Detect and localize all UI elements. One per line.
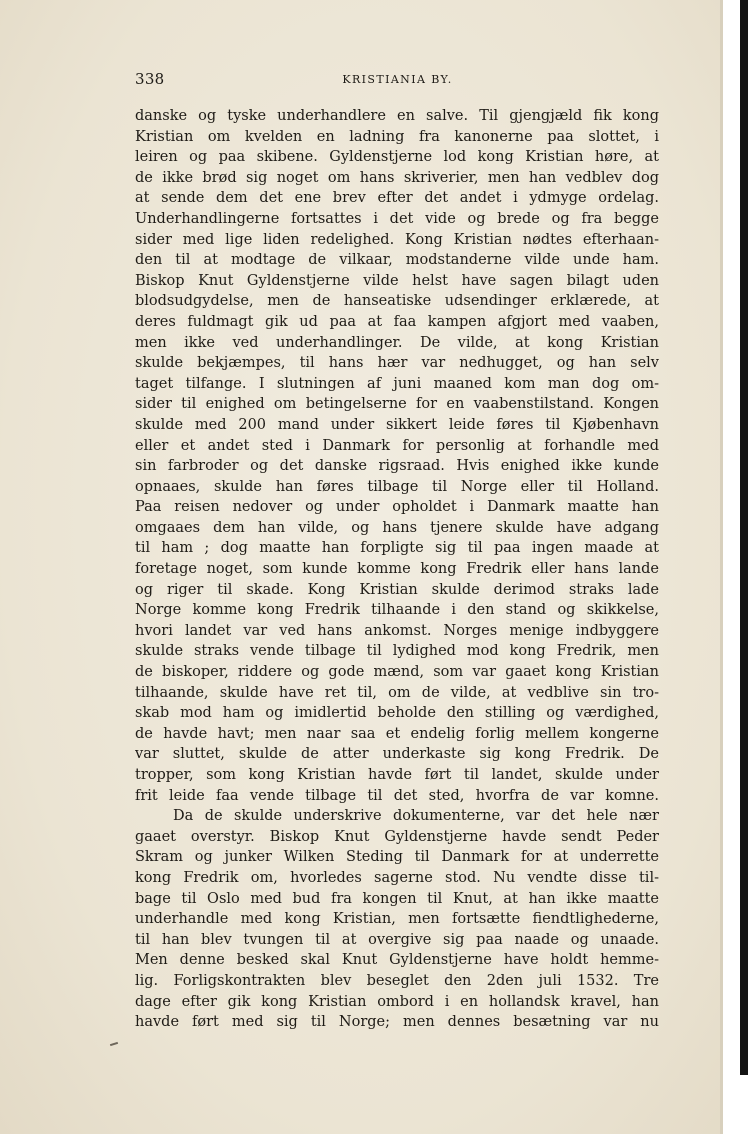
text-line: Men denne besked skal Knut Gyldenstjerne have holdt hemme- [135,952,659,969]
text-line: deres fuldmagt gik ud paa at faa kampen afgjort med vaaben, [135,313,659,330]
text-line: de havde havt; men naar saa et endelig forlig mellem kongerne [135,725,659,742]
text-line: Biskop Knut Gyldenstjerne vilde helst have sagen bilagt uden [135,272,659,289]
ink-speck [110,1042,118,1046]
scan-edge [720,0,748,1134]
text-line: hvori landet var ved hans ankomst. Norges menige indbyggere [135,622,659,639]
text-line: skulde med 200 mand under sikkert leide føres til Kjøbenhavn [135,416,659,433]
text-line: at sende dem det ene brev efter det andet i ydmyge ordelag. [135,190,659,207]
running-title: KRISTIANIA BY. [342,73,453,86]
text-line: lig. Forligskontrakten blev beseglet den 2den juli 1532. Tre [135,972,659,989]
text-line: Da de skulde underskrive dokumenterne, var det hele nær [173,808,659,825]
text-line: Skram og junker Wilken Steding til Danmark for at underrette [135,849,659,866]
text-line: taget tilfange. I slutningen af juni maaned kom man dog om- [135,375,659,392]
text-line: Kristian om kvelden en ladning fra kanonerne paa slottet, i [135,128,659,145]
text-line: var sluttet, skulde de atter underkaste sig kong Fredrik. De [135,746,659,763]
text-line: opnaaes, skulde han føres tilbage til Norge eller til Holland. [135,478,659,495]
scan-edge-notch [740,1075,748,1134]
text-line: gaaet overstyr. Biskop Knut Gyldenstjerne havde sendt Peder [135,828,659,845]
text-line: eller et andet sted i Danmark for personlig at forhandle med [135,437,659,454]
text-line: kong Fredrik om, hvorledes sagerne stod. Nu vendte disse til- [135,869,659,886]
text-line: frit leide faa vende tilbage til det sted, hvorfra de var komne. [135,787,659,804]
text-line: Underhandlingerne fortsattes i det vide og brede og fra begge [135,210,659,227]
text-line: Norge komme kong Fredrik tilhaande i den stand og skikkelse, [135,602,659,619]
text-line: de ikke brød sig noget om hans skriverier, men han vedblev dog [135,169,659,186]
text-line: underhandle med kong Kristian, men fortsætte fiendtlighederne, [135,911,659,928]
text-line: blodsudgydelse, men de hanseatiske udsendinger erklærede, at [135,293,659,310]
text-line: til ham ; dog maatte han forpligte sig til paa ingen maade at [135,540,659,557]
text-line: skab mod ham og imidlertid beholde den stilling og værdighed, [135,705,659,722]
text-line: skulde straks vende tilbage til lydighed mod kong Fredrik, men [135,643,659,660]
body-text [135,106,659,1033]
text-line: bage til Oslo med bud fra kongen til Knut, at han ikke maatte [135,890,659,907]
page-number: 338 [135,70,165,88]
text-line: danske og tyske underhandlere en salve. Til gjengjæld fik kong [135,108,659,124]
text-line: Paa reisen nedover og under opholdet i Danmark maatte han [135,499,659,516]
text-line: sider til enighed om betingelserne for en vaabenstilstand. Kongen [135,396,659,413]
text-line: den til at modtage de vilkaar, modstanderne vilde unde ham. [135,252,659,269]
text-line: og riger til skade. Kong Kristian skulde derimod straks lade [135,581,659,598]
text-line: de biskoper, riddere og gode mænd, som var gaaet kong Kristian [135,664,659,681]
text-line: til han blev tvungen til at overgive sig paa naade og unaade. [135,931,659,948]
text-line: dage efter gik kong Kristian ombord i en hollandsk kravel, han [135,993,659,1010]
text-line: havde ført med sig til Norge; men dennes besætning var nu [135,1014,659,1031]
text-line: omgaaes dem han vilde, og hans tjenere skulde have adgang [135,519,659,536]
text-line: sin farbroder og det danske rigsraad. Hvis enighed ikke kunde [135,458,659,475]
page-header [135,70,660,90]
text-line: leiren og paa skibene. Gyldenstjerne lod kong Kristian høre, at [135,149,659,166]
text-line: skulde bekjæmpes, til hans hær var nedhugget, og han selv [135,355,659,372]
text-line: men ikke ved underhandlinger. De vilde, at kong Kristian [135,334,659,351]
text-line: tilhaande, skulde have ret til, om de vilde, at vedblive sin tro- [135,684,659,701]
text-line: foretage noget, som kunde komme kong Fredrik eller hans lande [135,561,659,578]
text-line: tropper, som kong Kristian havde ført til landet, skulde under [135,767,659,783]
text-line: sider med lige liden redelighed. Kong Kristian nødtes efterhaan- [135,231,659,248]
